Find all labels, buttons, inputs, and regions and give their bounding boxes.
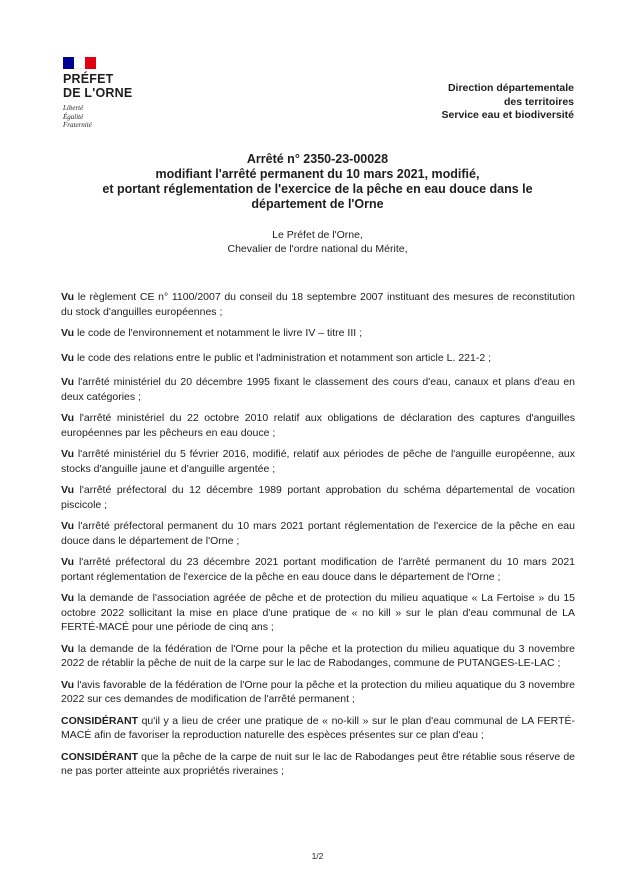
considering-keyword: CONSIDÉRANT (61, 714, 139, 727)
recital-keyword: Vu (61, 351, 75, 364)
considering-keyword: CONSIDÉRANT (61, 750, 139, 763)
recital-paragraph (61, 351, 575, 366)
prefecture-name-line1: PRÉFET (63, 72, 114, 86)
recital-paragraph (61, 447, 575, 476)
direction-line: Service eau et biodiversité (441, 109, 574, 121)
recital-text: la demande de l'association agréée de pêche et de protection du milieu aquatique « La Fertoise » du 15 octobre 2022 sollicitant la mise en place d'une pratique de « no kill » sur le plan d'eau communal de LA FERTÉ-MACÉ pour une période de cinq ans ; (61, 592, 575, 633)
decree-number: Arrêté n° 2350-23-00028 (246, 152, 389, 166)
marianne-flag-logo (63, 57, 96, 69)
recital-keyword: Vu (61, 376, 75, 388)
recital-text: l'arrêté ministériel du 5 février 2016, modifié, relatif aux périodes de pêche de l'anguille européenne, aux stocks d'anguille jaune et d'anguille argentée ; (61, 448, 575, 475)
prefecture-name-line2: DE L'ORNE (63, 86, 133, 100)
recital-keyword: Vu (61, 520, 75, 532)
issuing-service (442, 82, 574, 123)
recital-keyword: Vu (61, 412, 75, 424)
recital-paragraph (61, 591, 575, 635)
page-number: 1/2 (311, 851, 324, 861)
recital-keyword: Vu (61, 556, 75, 568)
recital-keyword: Vu (61, 642, 75, 655)
recital-paragraph (61, 326, 575, 341)
recital-paragraph (61, 519, 575, 548)
considering-paragraph (61, 714, 575, 743)
republic-motto (63, 104, 92, 130)
recital-text: l'arrêté préfectoral du 23 décembre 2021 portant modification de l'arrêté permanent du 10 mars 2021 portant réglementation de l'exercice de la pêche en eau douce dans le département de l'Orne ; (61, 556, 575, 583)
direction-line: Direction départementale (447, 82, 574, 94)
recital-paragraph (61, 555, 575, 584)
recital-text: l'arrêté ministériel du 22 octobre 2010 relatif aux obligations de déclaration des captures d'anguilles européennes par les pêcheurs en eau douce ; (61, 412, 575, 439)
recital-text: le règlement CE n° 1100/2007 du conseil du 18 septembre 2007 instituant des mesures de reconstitution du stock d'anguilles européennes ; (61, 291, 575, 318)
motto-liberte: Liberté (63, 104, 84, 112)
recital-keyword: Vu (61, 448, 75, 460)
recital-paragraph (61, 375, 575, 404)
recital-paragraph (61, 483, 575, 512)
decree-title-line: et portant réglementation de l'exercice de la pêche en eau douce dans le (102, 182, 533, 196)
recital-keyword: Vu (61, 327, 75, 339)
recitals (61, 290, 575, 779)
decree-title-line: modifiant l'arrêté permanent du 10 mars 2021, modifié, (155, 167, 480, 181)
prefecture-name (63, 72, 132, 100)
recital-paragraph (61, 290, 575, 319)
considering-text: qu'il y a lieu de créer une pratique de « no-kill » sur le plan d'eau communal de LA FERTÉ-MACÉ afin de favoriser la reproduction naturelle des espèces présentes sur ce plan d'eau ; (61, 714, 575, 741)
recital-text: la demande de la fédération de l'Orne pour la pêche et la protection du milieu aquatique du 3 novembre 2022 de rétablir la pêche de nuit de la carpe sur le lac de Rabodanges, commune de PUTANGES-LE-LAC ; (61, 642, 575, 669)
prefet-signatory (60, 229, 575, 256)
recital-text: l'arrêté préfectoral permanent du 10 mars 2021 portant réglementation de l'exercice de la pêche en eau douce dans le département de l'Orne ; (61, 520, 575, 547)
recital-text: le code des relations entre le public et l'administration et notamment son article L. 221-2 ; (74, 351, 492, 364)
motto-egalite: Égalité (63, 112, 84, 121)
recital-text: l'arrêté préfectoral du 12 décembre 1989 portant approbation du schéma départemental de vocation piscicole ; (61, 484, 575, 511)
prefet-line: Le Préfet de l'Orne, (272, 229, 363, 241)
decree-title (60, 152, 575, 212)
recital-text: l'avis favorable de la fédération de l'Orne pour la pêche et la protection du milieu aquatique du 3 novembre 2022 sur ces demandes de modification de l'arrêté permanent ; (61, 678, 575, 705)
recital-paragraph (61, 678, 575, 707)
considering-paragraph (61, 750, 575, 779)
recital-keyword: Vu (61, 484, 75, 496)
recital-keyword: Vu (61, 291, 75, 303)
recital-keyword: Vu (61, 678, 75, 691)
considering-text: que la pêche de la carpe de nuit sur le lac de Rabodanges peut être rétablie sous réserve de ne pas porter atteinte aux propriétés riveraines ; (61, 750, 575, 777)
recital-keyword: Vu (61, 592, 75, 604)
recital-paragraph (61, 411, 575, 440)
motto-fraternite: Fraternité (63, 121, 92, 129)
recital-paragraph (61, 642, 575, 671)
direction-line: des territoires (503, 95, 574, 108)
decree-title-line: département de l'Orne (251, 197, 384, 211)
prefet-line: Chevalier de l'ordre national du Mérite, (227, 242, 408, 255)
recital-text: l'arrêté ministériel du 20 décembre 1995 fixant le classement des cours d'eau, canaux et plans d'eau en deux catégories ; (61, 376, 575, 403)
recital-text: le code de l'environnement et notamment le livre IV – titre III ; (74, 327, 363, 339)
